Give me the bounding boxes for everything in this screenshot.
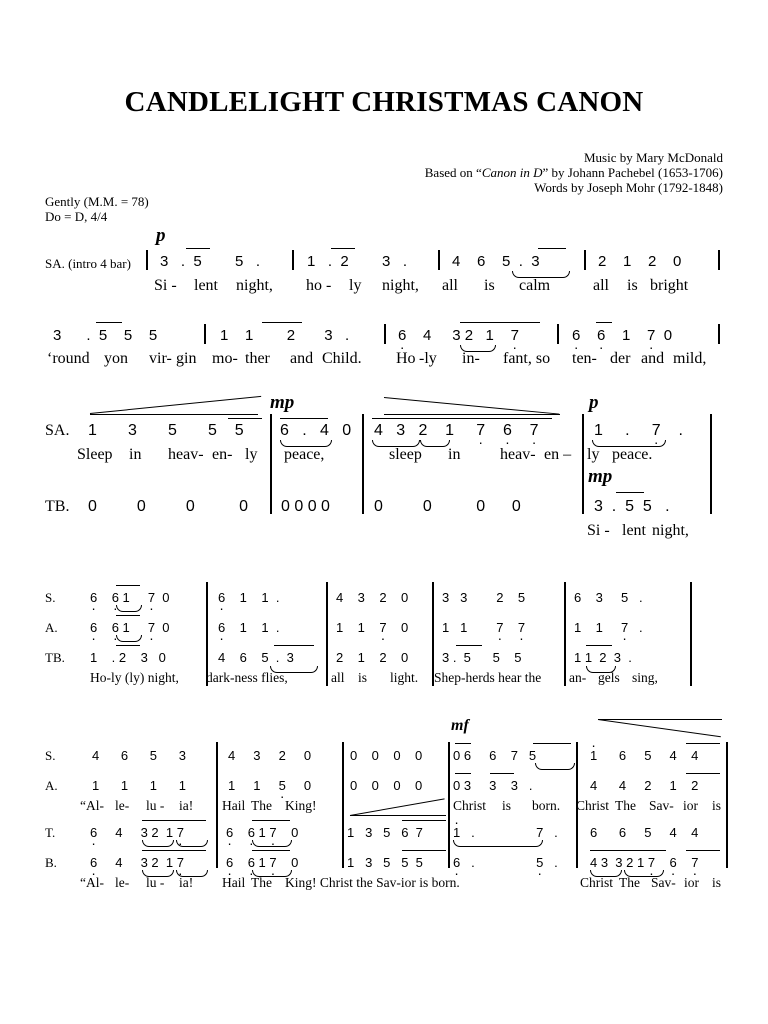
measure: 6 · 4 3 2 1 7 · — [398, 327, 519, 344]
beam — [186, 248, 210, 249]
lyric: yon — [104, 350, 128, 367]
measure: 1 . 7 · . — [594, 422, 683, 440]
dynamic-mf: mf — [451, 717, 469, 734]
lyric: Si - — [154, 277, 177, 294]
credit-music: Music by Mary McDonald — [583, 150, 723, 165]
lyric: Hail — [222, 798, 246, 813]
lyric: is — [627, 277, 638, 294]
decrescendo-hairpin — [384, 414, 560, 415]
lyric: ‘round — [47, 350, 90, 367]
dynamic-mp: mp — [270, 392, 295, 413]
crescendo-hairpin — [90, 396, 261, 414]
part-label-b: B. — [45, 855, 57, 870]
measure: 3 . 5 5 5 — [53, 327, 158, 344]
measure: 6 · 6 · 1 7 · 0 — [226, 825, 298, 840]
slur — [453, 840, 543, 847]
measure: 0 0 0 0 — [374, 498, 521, 515]
tempo-marking: Gently (M.M. = 78) — [45, 194, 149, 209]
slur — [116, 605, 142, 612]
measure: 6 . 4 0 — [280, 422, 352, 439]
credit-words: Words by Joseph Mohr (1792-1848) — [534, 180, 723, 195]
credit-based-on: Based on “Canon in D” by Johann Pachebel (1653-1706) — [424, 165, 723, 180]
measure: 1 1 7 · . — [574, 620, 643, 635]
measure: 4 4 2 1 2 — [590, 778, 699, 793]
lyric: Shep-herds hear the — [434, 670, 542, 685]
lyric: The — [619, 875, 640, 890]
part-label-s: S. — [45, 748, 56, 763]
dynamic-p: p — [589, 392, 599, 413]
system-barline — [362, 414, 364, 514]
lyric: en – — [544, 446, 572, 463]
dynamic-p: p — [156, 225, 166, 246]
beam — [590, 850, 666, 851]
lyric: dark-ness flies, — [206, 670, 288, 685]
measure: 6 6 5 4 4 — [590, 825, 699, 840]
lyric: Christ — [576, 798, 610, 813]
lyric: en- — [212, 446, 233, 463]
lyric: in- — [462, 350, 480, 367]
crescendo-hairpin — [350, 815, 446, 816]
measure: 1 3 5 6 7 — [347, 825, 423, 840]
lyric: ia! — [179, 875, 194, 890]
lyric: is — [712, 875, 722, 890]
lyric: born. — [532, 798, 561, 813]
lyric: night, — [236, 277, 273, 294]
measure: 4 6 5 3 — [92, 748, 186, 763]
measure: 6 · 6 · 1 7 · 0 — [90, 590, 170, 605]
lyric: night, — [652, 522, 689, 539]
beam — [142, 820, 206, 821]
slur — [535, 763, 575, 770]
barline — [718, 324, 720, 344]
beam — [116, 585, 140, 586]
barline — [557, 324, 559, 344]
lyric: Christ — [453, 798, 487, 813]
lyric: The — [251, 875, 272, 890]
lyric: der — [610, 350, 631, 367]
measure: 6 · 4 3 2 1 7 · — [90, 825, 184, 840]
lyric: King! — [285, 798, 317, 813]
lyric: an- — [569, 670, 587, 685]
part-label-a: A. — [45, 778, 58, 793]
measure: 6 3 5 . — [574, 590, 643, 605]
lyric: all — [442, 277, 458, 294]
lyric: vir- — [149, 350, 172, 367]
lyric: ten- — [572, 350, 597, 367]
measure: 3 . 5 5 . — [160, 253, 261, 270]
lyric: mo- — [212, 350, 238, 367]
lyric: ly — [587, 446, 600, 463]
system-barline — [342, 742, 344, 868]
beam — [372, 418, 552, 419]
measure: 3 . 5 5 5 — [442, 650, 522, 665]
beam — [402, 850, 446, 851]
system-barline — [326, 582, 328, 686]
lyric: lu - — [146, 875, 165, 890]
slur — [142, 840, 174, 847]
lyric: peace. — [612, 446, 653, 463]
lyric: is — [502, 798, 512, 813]
lyric: mild, — [673, 350, 707, 367]
system-barline — [564, 582, 566, 686]
beam — [686, 773, 720, 774]
measure: 1 1 7 · 0 — [336, 620, 408, 635]
beam — [262, 322, 302, 323]
lyric: heav- — [168, 446, 204, 463]
lyric: light. — [390, 670, 419, 685]
lyric: ly — [245, 446, 258, 463]
lyric: fant, so — [503, 350, 551, 367]
lyric: lent — [622, 522, 646, 539]
part-label-s: S. — [45, 590, 56, 605]
lyric: -ly — [419, 350, 437, 367]
measure: 6 · 4 3 2 1 7 · — [90, 855, 184, 870]
lyric: heav- — [500, 446, 536, 463]
lyric: “Al- — [80, 875, 104, 890]
measure: 0 0 0 0 — [88, 498, 249, 515]
beam — [533, 743, 571, 744]
system-barline — [710, 414, 712, 514]
beam — [586, 645, 612, 646]
beam — [228, 418, 262, 419]
measure: 2 1 2 0 — [598, 253, 682, 270]
barline — [438, 250, 440, 270]
measure: 6 · 6 · 1 7 · 0 — [572, 327, 672, 344]
measure: 1 . 2 3 . — [307, 253, 408, 270]
part-label-t: T. — [45, 825, 56, 840]
beam — [142, 850, 206, 851]
lyric: peace, — [284, 446, 325, 463]
measure: 2 1 2 0 — [336, 650, 409, 665]
measure: 3 . 5 5 . — [594, 498, 670, 515]
lyric: is — [712, 798, 722, 813]
decrescendo-hairpin — [384, 397, 559, 415]
part-label-sa: SA. — [45, 422, 70, 439]
lyric: ly — [349, 277, 362, 294]
measure: 1 3 5 5 5 — [347, 855, 423, 870]
measure: 6 · . 5 · . — [453, 855, 558, 870]
part-label-tb: TB. — [45, 498, 70, 515]
beam — [116, 615, 140, 616]
lyric: lent — [194, 277, 218, 294]
beam — [96, 322, 122, 323]
beam — [686, 743, 720, 744]
lyric: Hail — [222, 875, 246, 890]
lyric: all — [331, 670, 345, 685]
part-label-sa-intro: SA. (intro 4 bar) — [45, 256, 131, 271]
lyric: ior — [683, 798, 698, 813]
lyric: Ho — [396, 350, 416, 367]
measure: 6 · 1 1 . — [218, 620, 279, 635]
lyric: is — [358, 670, 368, 685]
beam — [116, 645, 140, 646]
measure: 4 3 2 0 — [336, 590, 409, 605]
beam — [616, 492, 644, 493]
lyric: and — [641, 350, 665, 367]
beam — [538, 248, 566, 249]
measure: 1 1 2 3 . — [574, 650, 632, 665]
decrescendo-hairpin — [598, 719, 722, 720]
lyric: is — [484, 277, 495, 294]
beam — [456, 645, 482, 646]
lyric: ior — [684, 875, 699, 890]
measure: 1 3 5 5 5 — [88, 422, 244, 439]
system-barline — [726, 742, 728, 868]
lyric: gin — [176, 350, 197, 367]
measure: 0 0 0 0 — [281, 498, 330, 515]
slur — [252, 840, 292, 847]
key-signature: Do = D, 4/4 — [45, 209, 108, 224]
system-barline — [690, 582, 692, 686]
measure: 1 1 1 1 — [92, 778, 186, 793]
measure: 0 3 3 3 . — [453, 778, 533, 793]
lyric: The — [615, 798, 636, 813]
measure: 6 · 6 · 1 7 · 0 — [90, 620, 170, 635]
measure: 1 1 7 · 7 · — [442, 620, 525, 635]
page-title: CANDLELIGHT CHRISTMAS CANON — [124, 86, 644, 118]
slur — [420, 440, 450, 447]
lyric: ia! — [179, 798, 194, 813]
measure: 0 0 0 0 — [350, 778, 423, 793]
beam — [686, 850, 720, 851]
beam — [402, 820, 446, 821]
barline — [584, 250, 586, 270]
lyric: in — [448, 446, 461, 463]
measure: 6 · 6 · 1 7 · 0 — [226, 855, 298, 870]
measure: 0 6 6 7 5 — [453, 748, 537, 763]
lyric: sleep — [389, 446, 422, 463]
lyric: “Al- — [80, 798, 104, 813]
beam — [596, 322, 612, 323]
lyric: le- — [115, 875, 130, 890]
beam — [490, 773, 514, 774]
measure: 1 · . 7 . — [453, 825, 558, 840]
slur — [176, 840, 208, 847]
lyric: lu - — [146, 798, 165, 813]
system-barline — [216, 742, 218, 868]
measure: 1 1 5 · 0 — [228, 778, 311, 793]
lyric: Si - — [587, 522, 610, 539]
system-barline — [270, 414, 272, 514]
lyric: ther — [245, 350, 270, 367]
lyric: all — [593, 277, 609, 294]
slur — [116, 635, 142, 642]
crescendo-hairpin — [350, 798, 445, 816]
lyric: Christ — [580, 875, 614, 890]
crescendo-hairpin — [90, 414, 258, 415]
lyric: Child. — [322, 350, 362, 367]
barline — [292, 250, 294, 270]
lyric: ho - — [306, 277, 332, 294]
lyric: Sav- — [651, 875, 676, 890]
measure: 6 · 1 1 . — [218, 590, 279, 605]
measure: 1 1 2 3 . — [220, 327, 350, 344]
part-label-a: A. — [45, 620, 58, 635]
barline — [718, 250, 720, 270]
lyric: gels — [598, 670, 620, 685]
beam — [252, 820, 290, 821]
beam — [455, 743, 471, 744]
measure: 4 6 5 . 3 — [218, 650, 294, 665]
part-label-tb: TB. — [45, 650, 65, 665]
lyric: bright — [650, 277, 689, 294]
measure: 4 3 3 2 1 7 · 6 · 7 · — [590, 855, 698, 870]
lyric: and — [290, 350, 314, 367]
measure: 1 · 6 5 4 4 — [590, 748, 698, 763]
decrescendo-hairpin — [598, 719, 721, 737]
lyric: calm — [519, 277, 551, 294]
beam — [274, 645, 314, 646]
system-barline — [448, 742, 450, 868]
measure: 4 3 2 0 — [228, 748, 312, 763]
lyric: night, — [382, 277, 419, 294]
lyric: King! Christ the Sav-ior is born. — [285, 875, 460, 890]
lyric: le- — [115, 798, 130, 813]
measure: 0 0 0 0 — [350, 748, 423, 763]
dynamic-mp: mp — [588, 466, 613, 487]
barline — [146, 250, 148, 270]
lyric: Sleep — [77, 446, 113, 463]
beam — [486, 322, 540, 323]
measure: 3 3 2 5 — [442, 590, 526, 605]
beam — [280, 418, 328, 419]
measure: 4 6 5 . 3 — [452, 253, 540, 270]
system-barline — [582, 414, 584, 514]
barline — [384, 324, 386, 344]
measure: 1 . 2 3 0 — [90, 650, 166, 665]
lyric: Ho-ly (ly) night, — [90, 670, 179, 685]
lyric: Sav- — [649, 798, 674, 813]
lyric: The — [251, 798, 272, 813]
lyric: sing, — [632, 670, 658, 685]
lyric: in — [129, 446, 142, 463]
beam — [331, 248, 355, 249]
beam — [455, 773, 471, 774]
beam — [252, 850, 290, 851]
measure: 4 3 2 1 7 · 6 · 7 · — [374, 422, 539, 440]
barline — [204, 324, 206, 344]
